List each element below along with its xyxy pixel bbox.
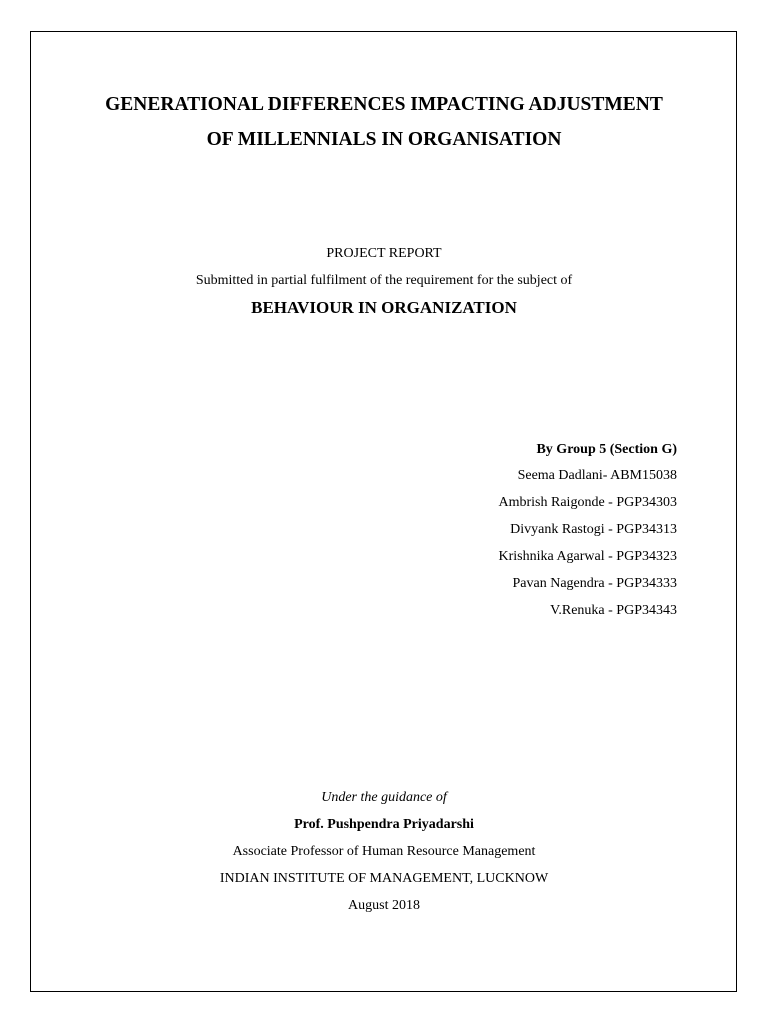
report-date: August 2018 xyxy=(348,898,420,913)
group-member: Ambrish Raigonde - PGP34303 xyxy=(498,495,677,510)
group-member: Pavan Nagendra - PGP34333 xyxy=(512,576,677,591)
guidance-intro: Under the guidance of xyxy=(321,790,447,805)
group-member: V.Renuka - PGP34343 xyxy=(550,603,677,618)
subject-title: BEHAVIOUR IN ORGANIZATION xyxy=(251,298,517,317)
institute-name: INDIAN INSTITUTE OF MANAGEMENT, LUCKNOW xyxy=(219,871,549,886)
group-member: Krishnika Agarwal - PGP34323 xyxy=(498,549,677,564)
group-heading: By Group 5 (Section G) xyxy=(536,442,677,457)
professor-name: Prof. Pushpendra Priyadarshi xyxy=(294,817,474,832)
title-line-2: OF MILLENNIALS IN ORGANISATION xyxy=(206,129,562,150)
group-member: Seema Dadlani- ABM15038 xyxy=(517,468,677,483)
group-member: Divyank Rastogi - PGP34313 xyxy=(510,522,677,537)
title-line-1: GENERATIONAL DIFFERENCES IMPACTING ADJUSTMENT xyxy=(105,94,663,115)
report-label: PROJECT REPORT xyxy=(326,246,442,261)
professor-designation: Associate Professor of Human Resource Management xyxy=(232,844,536,859)
submitted-text: Submitted in partial fulfilment of the requirement for the subject of xyxy=(195,273,573,288)
